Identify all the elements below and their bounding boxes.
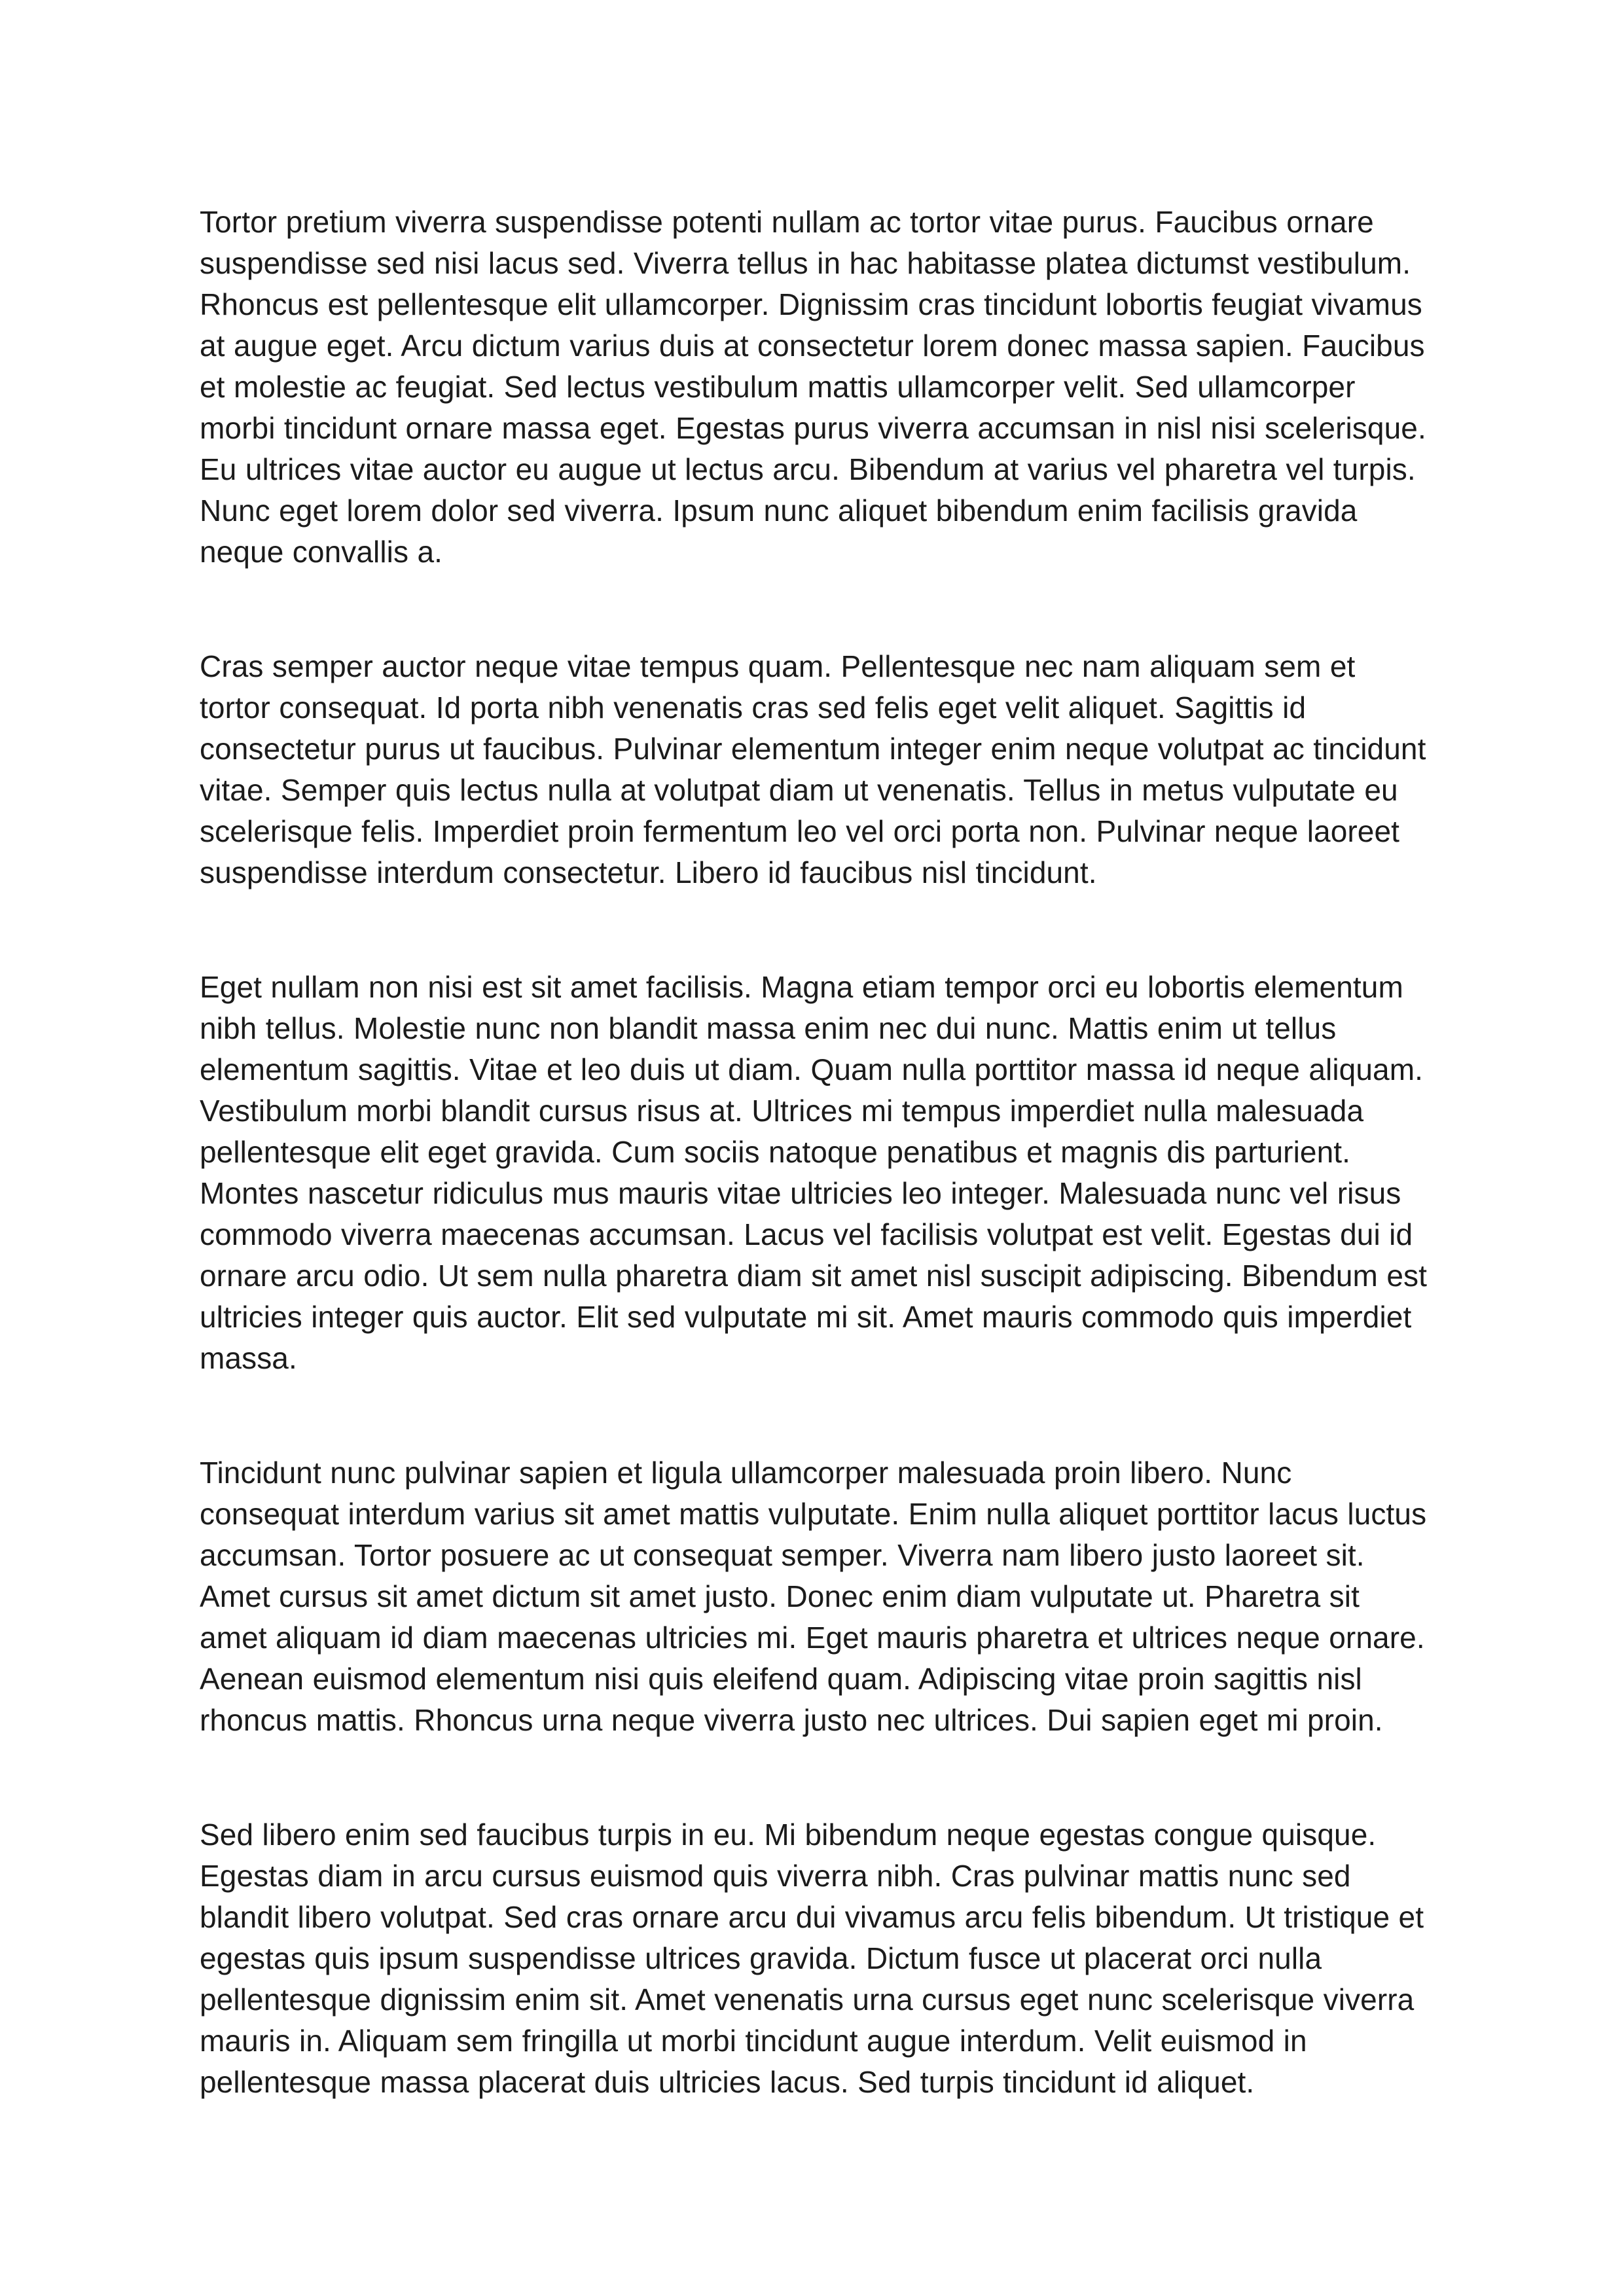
paragraph: Sed libero enim sed faucibus turpis in eu. Mi bibendum neque egestas congue quisque. Egestas diam in arcu cursus euismod quis viverra nibh. Cras pulvinar mattis nunc sed blandit libero volutpat. Sed cras ornare arcu dui vivamus arcu felis bibendum. Ut tristique et egestas quis ipsum suspendisse ultrices gravida. Dictum fusce ut placerat orci nulla pellentesque dignissim enim sit. Amet venenatis urna cursus eget nunc scelerisque viverra mauris in. Aliquam sem fringilla ut morbi tincidunt augue interdum. Velit euismod in pellentesque massa placerat duis ultricies lacus. Sed turpis tincidunt id aliquet.: [200, 1818, 1424, 2099]
paragraph: Tincidunt nunc pulvinar sapien et ligula ullamcorper malesuada proin libero. Nunc consequat interdum varius sit amet mattis vulputate. Enim nulla aliquet porttitor lacus luctus accumsan. Tortor posuere ac ut consequat semper. Viverra nam libero justo laoreet sit. Amet cursus sit amet dictum sit amet justo. Donec enim diam vulputate ut. Pharetra sit amet aliquam id diam maecenas ultricies mi. Eget mauris pharetra et ultrices neque ornare. Aenean euismod elementum nisi quis eleifend quam. Adipiscing vitae proin sagittis nisl rhoncus mattis. Rhoncus urna neque viverra justo nec ultrices. Dui sapien eget mi proin.: [200, 1456, 1427, 1737]
paragraph: Cras semper auctor neque vitae tempus quam. Pellentesque nec nam aliquam sem et tortor consequat. Id porta nibh venenatis cras sed felis eget velit aliquet. Sagittis id consectetur purus ut faucibus. Pulvinar elementum integer enim neque volutpat ac tincidunt vitae. Semper quis lectus nulla at volutpat diam ut venenatis. Tellus in metus vulputate eu scelerisque felis. Imperdiet proin fermentum leo vel orci porta non. Pulvinar neque laoreet suspendisse interdum consectetur. Libero id faucibus nisl tincidunt.: [200, 649, 1426, 889]
paragraph: Eget nullam non nisi est sit amet facilisis. Magna etiam tempor orci eu lobortis elementum nibh tellus. Molestie nunc non blandit massa enim nec dui nunc. Mattis enim ut tellus elementum sagittis. Vitae et leo duis ut diam. Quam nulla porttitor massa id neque aliquam. Vestibulum morbi blandit cursus risus at. Ultrices mi tempus imperdiet nulla malesuada pellentesque elit eget gravida. Cum sociis natoque penatibus et magnis dis parturient. Montes nascetur ridiculus mus mauris vitae ultricies leo integer. Malesuada nunc vel risus commodo viverra maecenas accumsan. Lacus vel facilisis volutpat est velit. Egestas dui id ornare arcu odio. Ut sem nulla pharetra diam sit amet nisl suscipit adipiscing. Bibendum est ultricies integer quis auctor. Elit sed vulputate mi sit. Amet mauris commodo quis imperdiet massa.: [200, 970, 1427, 1375]
paragraph: Tortor pretium viverra suspendisse potenti nullam ac tortor vitae purus. Faucibus ornare suspendisse sed nisi lacus sed. Viverra tellus in hac habitasse platea dictumst vestibulum. Rhoncus est pellentesque elit ullamcorper. Dignissim cras tincidunt lobortis feugiat vivamus at augue eget. Arcu dictum varius duis at consectetur lorem donec massa sapien. Faucibus et molestie ac feugiat. Sed lectus vestibulum mattis ullamcorper velit. Sed ullamcorper morbi tincidunt ornare massa eget. Egestas purus viverra accumsan in nisl nisi scelerisque. Eu ultrices vitae auctor eu augue ut lectus arcu. Bibendum at varius vel pharetra vel turpis. Nunc eget lorem dolor sed viverra. Ipsum nunc aliquet bibendum enim facilisis gravida neque convallis a.: [200, 205, 1426, 569]
